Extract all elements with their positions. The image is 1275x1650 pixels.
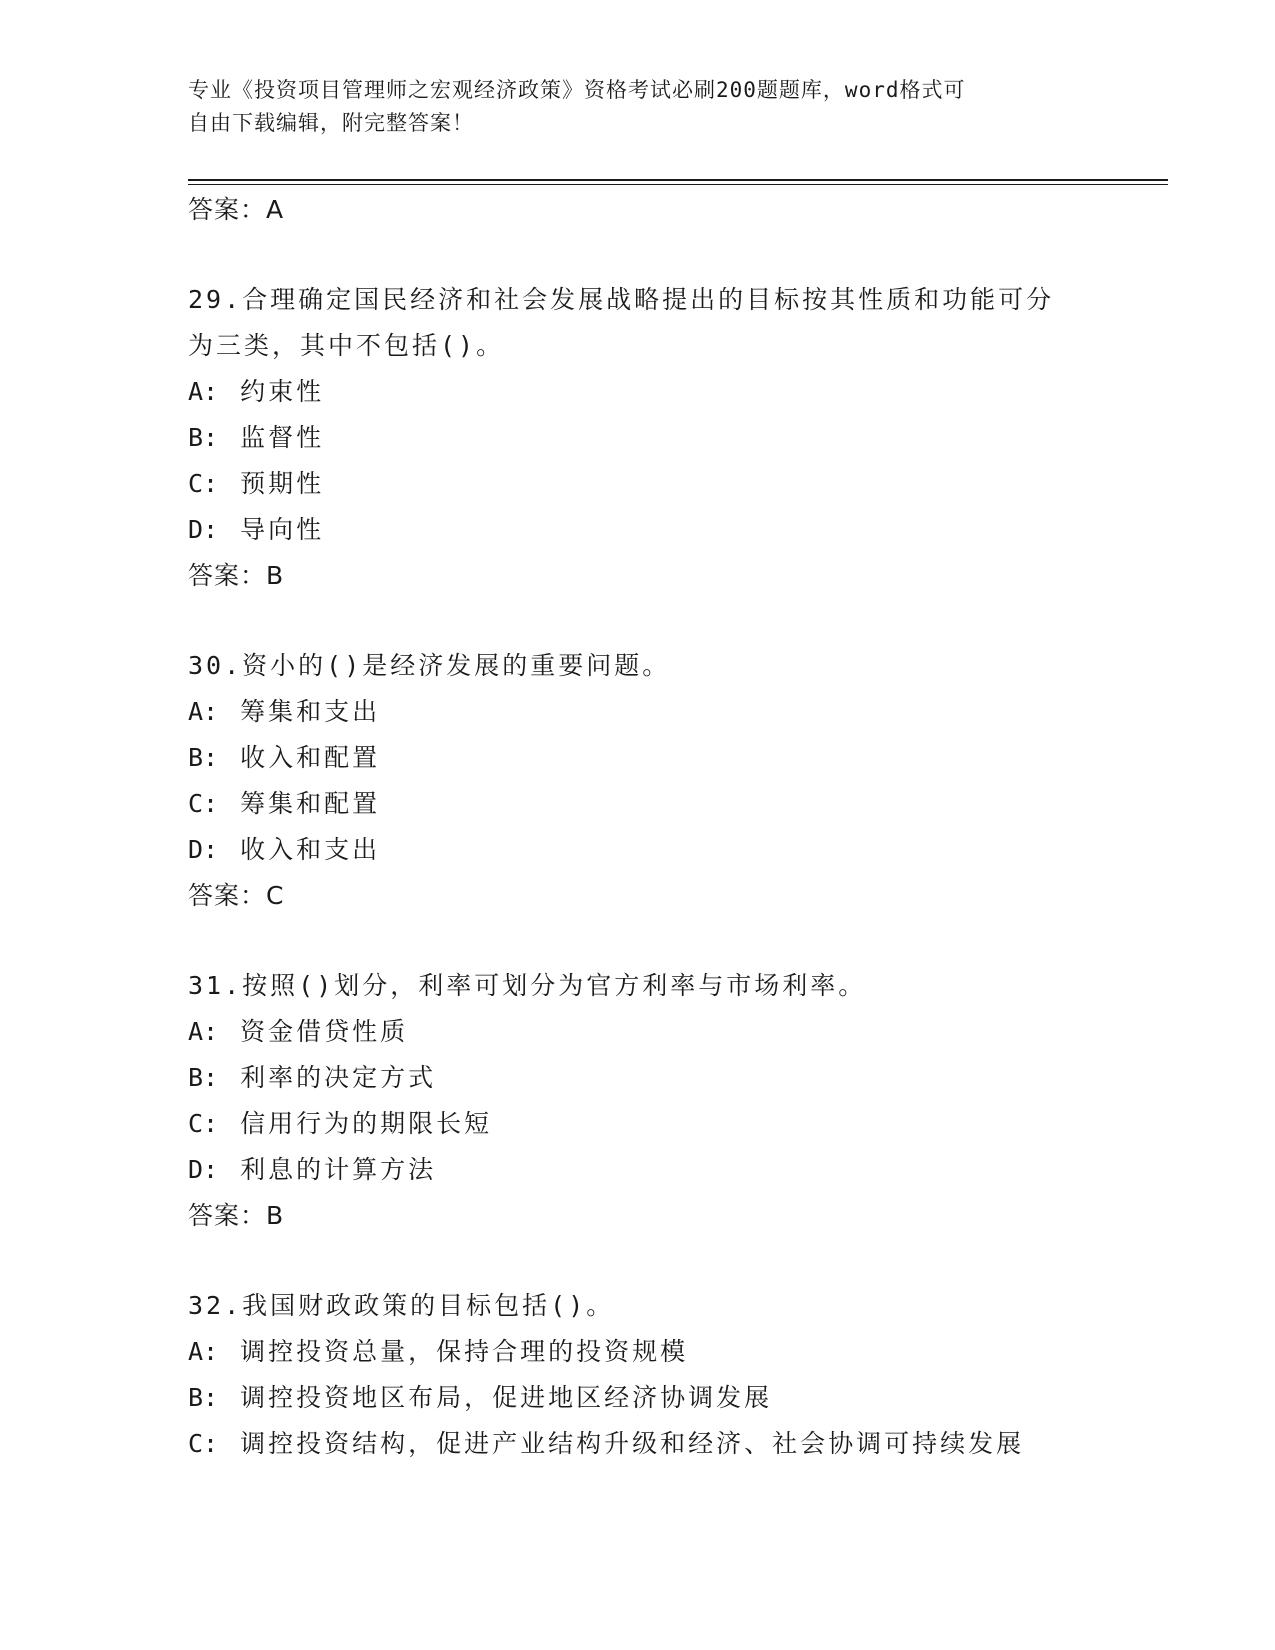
option-a: [188, 689, 1088, 735]
header-divider-thin: [188, 184, 1168, 185]
option-text: 信用行为的期限长短: [240, 1109, 493, 1138]
question-item: [188, 1283, 1088, 1467]
option-d: [188, 1147, 1088, 1193]
option-text: 收入和支出: [240, 835, 381, 864]
question-item: [188, 277, 1088, 599]
header-divider-thick: [188, 179, 1168, 181]
option-letter: B:: [188, 1383, 219, 1412]
option-a: [188, 1329, 1088, 1375]
question-list: [188, 187, 1088, 1467]
option-letter: A:: [188, 377, 219, 406]
option-text: 约束性: [240, 377, 325, 406]
option-letter: C:: [188, 1429, 219, 1458]
header-line-2: 自由下载编辑，附完整答案！: [188, 111, 474, 135]
header-line-1: 专业《投资项目管理师之宏观经济政策》资格考试必刷200题题库，word格式可: [188, 78, 966, 102]
option-c: [188, 461, 1088, 507]
option-text: 资金借贷性质: [240, 1017, 409, 1046]
option-letter: C:: [188, 469, 219, 498]
option-text: 监督性: [240, 423, 325, 452]
option-text: 导向性: [240, 515, 325, 544]
option-letter: B:: [188, 743, 219, 772]
option-letter: C:: [188, 1109, 219, 1138]
option-letter: A:: [188, 1337, 219, 1366]
question-text-line: 29.合理确定国民经济和社会发展战略提出的目标按其性质和功能可分: [188, 285, 1055, 314]
option-text: 调控投资总量，保持合理的投资规模: [240, 1337, 689, 1366]
question-text-line: 32.我国财政政策的目标包括()。: [188, 1291, 615, 1320]
option-letter: B:: [188, 1063, 219, 1092]
option-text: 利息的计算方法: [240, 1155, 437, 1184]
option-d: [188, 827, 1088, 873]
option-a: [188, 369, 1088, 415]
question-text-line: 31.按照()划分，利率可划分为官方利率与市场利率。: [188, 971, 867, 1000]
option-b: [188, 1055, 1088, 1101]
option-b: [188, 415, 1088, 461]
option-letter: B:: [188, 423, 219, 452]
option-letter: A:: [188, 697, 219, 726]
question-text-line: 30.资小的()是经济发展的重要问题。: [188, 651, 671, 680]
option-text: 筹集和支出: [240, 697, 381, 726]
option-letter: C:: [188, 789, 219, 818]
document-header: [188, 74, 1088, 140]
answer-line: 答案：B: [188, 561, 285, 590]
option-text: 调控投资地区布局，促进地区经济协调发展: [240, 1383, 773, 1412]
option-c: [188, 781, 1088, 827]
option-text: 收入和配置: [240, 743, 381, 772]
option-text: 调控投资结构，促进产业结构升级和经济、社会协调可持续发展: [240, 1429, 1025, 1458]
option-letter: D:: [188, 515, 219, 544]
option-letter: D:: [188, 835, 219, 864]
question-item: [188, 963, 1088, 1239]
answer-line: 答案：A: [188, 195, 285, 224]
question-item: [188, 643, 1088, 919]
option-b: [188, 735, 1088, 781]
option-letter: A:: [188, 1017, 219, 1046]
option-d: [188, 507, 1088, 553]
option-c: [188, 1101, 1088, 1147]
option-text: 预期性: [240, 469, 325, 498]
question-text-line: 为三类，其中不包括()。: [188, 331, 505, 360]
option-b: [188, 1375, 1088, 1421]
option-text: 筹集和配置: [240, 789, 381, 818]
option-c: [188, 1421, 1088, 1467]
option-a: [188, 1009, 1088, 1055]
option-letter: D:: [188, 1155, 219, 1184]
answer-line: 答案：B: [188, 1201, 285, 1230]
option-text: 利率的决定方式: [240, 1063, 437, 1092]
answer-line: 答案：C: [188, 881, 285, 910]
